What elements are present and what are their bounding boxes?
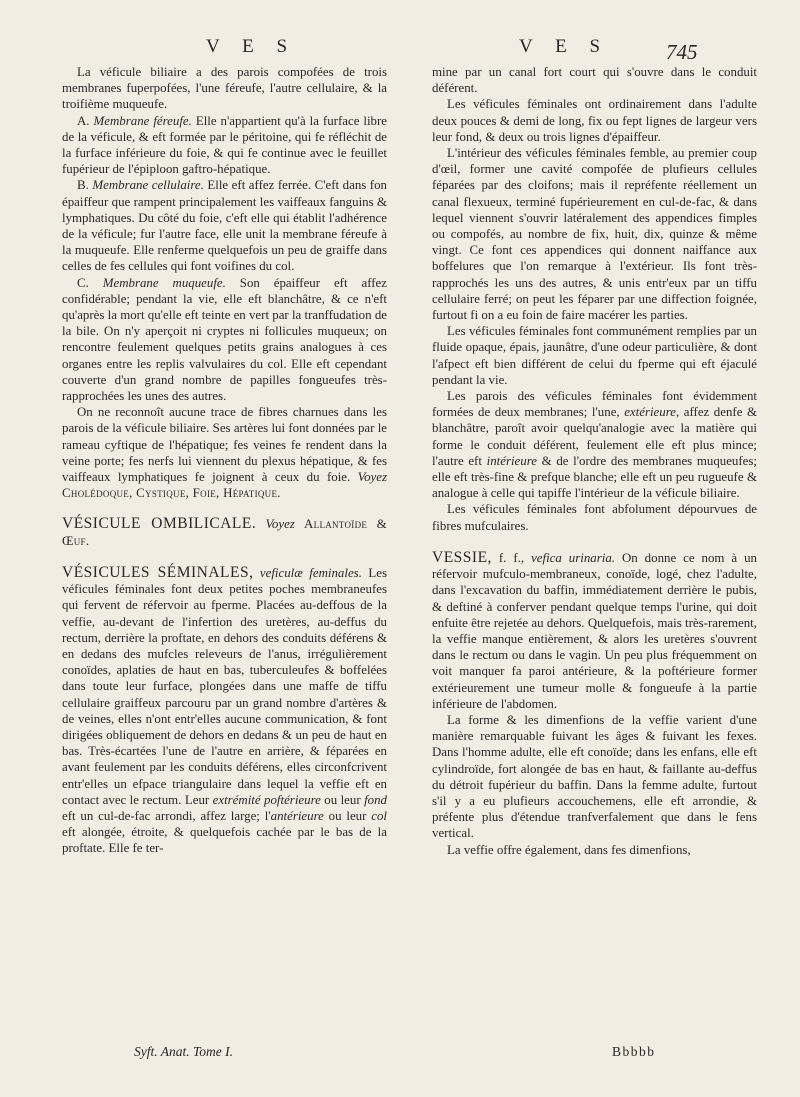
paragraph-text: ou leur: [320, 792, 361, 807]
grammar-note: f. f.,: [491, 550, 532, 565]
term: Membrane muqueufe.: [102, 275, 226, 290]
header-left-title: V E S: [206, 36, 297, 57]
entry: [62, 516, 387, 548]
paragraph: [62, 275, 387, 405]
term: extérieure: [624, 405, 676, 420]
term: Membrane cellulaire.: [92, 178, 204, 193]
paragraph-text: On donne ce nom à un réfervoir mufculo-membraneux, conoïde, logé, chez l'adulte, dans l'excavation du baffin, immédiatement derrière le pubis, & deftiné à conferver pendant quelque temps l'urine, qui doit enfuite être rejetée au dehors. Quelquefois, mais très-rarement, la veffie manque entièrement, & alors les uretères s'ouvrent dans le rectum ou dans le vagin. Un peu plus fréquemment on voit manquer fa paroi antérieure, & la poftérieure former extérieurement une tumeur molle & fongueufe à la partie inférieure de l'abdomen.: [432, 550, 757, 711]
paragraph-text: eft un cul-de-fac arrondi, affez large; l': [62, 808, 271, 823]
entry-headword: VÉSICULES SÉMINALES,: [62, 563, 254, 581]
paragraph: [432, 388, 757, 501]
paragraph: [62, 113, 387, 178]
paragraph-text: Elle eft affez ferrée. C'eft dans fon épaiffeur que rampent principalement les vaiffeaux fanguins & lymphatiques. Du côté du foie, c'eft elle qui établit l'adhérence de la véficule; fur l'autre face, elle unit la membrane féreufe à la muqueufe. Elle renferme quelquefois un peu de graiffe dans celles de fes cellules qui font voifines du col.: [62, 178, 387, 274]
paragraph: Les véficules féminales font communément remplies par un fluide opaque, épais, jaunâtre, d'une odeur particulière, & dont l'afpect eft bien différent de celui du fperme qui eft éjaculé pendant la vie.: [432, 324, 757, 387]
paragraph-text: & de l'ordre des membranes muqueufes; elle eft très-fine & prefque blanche; elle eft un peu rugueufe & analogue à celle qui tapiffe l'intérieur de la véficule biliaire.: [432, 453, 757, 501]
footer-signature: Syft. Anat. Tome I.: [134, 1044, 234, 1059]
term: antérieure: [270, 808, 324, 823]
entry-headword: VÉSICULE OMBILICALE.: [62, 515, 257, 533]
right-column: [432, 64, 757, 858]
paragraph: L'intérieur des véficules féminales femble, au premier coup d'œil, former une cavité compofée de plufieurs cellules féparées par des cloifons; mais il repréfente réellement un canal flexueux, terminé fupérieurement en cul-de-fac, & dans lequel viennent s'ouvrir latéralement des appendices fimples ou compofés, au nombre de fix, huit, dix, quinze & même vingt. Ce font ces appendices qui donnent naiffance aux boffelures que l'on remarque à l'extérieur. Ils font très-rapprochés les uns des autres, & unis entr'eux par un tiffu cellulaire ferré; on peut les féparer par une diffection foignée, furtout fi on a eu foin de faire macérer les parties.: [432, 146, 757, 323]
item-label: C.: [77, 275, 89, 290]
entry: [432, 550, 757, 712]
paragraph-text: On ne reconnoît aucune trace de fibres charnues dans les parois de la véficule biliaire. Ses artères lui font données par le rameau cyftique de l'hépatique; fes veines fe rendent dans la veine porte; fes nerfs lui viennent du plexus hépatique, & fes vaiffeaux lymphatiques fe joignent à ceux du foie.: [62, 405, 387, 485]
paragraph-text: , affez denfe & blanchâtre, paroît avoir quelqu'analogie avec la matière qui forme le conduit déférent, feulement elle eft plus mince; l'autre eft: [432, 405, 757, 468]
paragraph: Les véficules féminales ont ordinairement dans l'adulte deux pouces & demi de long, fix ou fept lignes de largeur vers leur fond, & deux ou trois lignes d'épaiffeur.: [432, 97, 757, 144]
cross-references: Allantoïde & Œuf.: [62, 517, 387, 548]
paragraph: [62, 177, 387, 274]
paragraph: La veffie offre également, dans fes dimenfions,: [447, 842, 691, 857]
running-header: [0, 30, 800, 64]
latin-term: veficulæ feminales.: [259, 565, 362, 580]
item-label: B.: [77, 178, 89, 193]
paragraph-text: Les véficules féminales font deux petites poches membraneufes qui fervent de réfervoir au fperme. Placées au-deffous de la veffie, au-devant de l'infertion des uretères, au-deffus du rectum, derrière la proftate, en dehors des conduits déférens & en dedans des mufcles releveurs de l'anus, irrégulièrement conoïdes, aplaties de haut en bas, tuberculeufes & boffelées dans toute leur furface, plongées dans une maffe de tiffu cellulaire graiffeux parcouru par un grand nombre d'artères & de veines, elles n'ont entr'elles aucune communication, & font dirigées obliquement de dehors en dedans & un peu de haut en bas. Très-écartées l'une de l'autre en arrière, & féparées en avant feulement par les conduits déférens, elles circonfcrivent entr'elles un efpace triangulaire dans lequel la veffie eft en contact avec le rectum. Leur: [62, 565, 387, 807]
voyez: Voyez: [265, 517, 295, 532]
entry: [62, 565, 387, 857]
term: intérieure: [486, 453, 537, 468]
term: Membrane féreufe.: [93, 113, 192, 128]
voyez: Voyez: [357, 470, 388, 485]
term: fond: [364, 792, 387, 807]
paragraph: [62, 404, 387, 501]
cross-references: Cholédoque, Cystique, Foie, Hépatique.: [62, 486, 281, 501]
paragraph-text: ou leur: [323, 808, 367, 823]
term: col: [371, 808, 387, 823]
footer-gathering-mark: Bbbbb: [612, 1044, 656, 1059]
paragraph: La forme & les dimenfions de la veffie varient d'une manière remarquable fuivant les âges & fuivant les fexes. Dans l'homme adulte, elle eft conoïde; dans les enfans, elle eft cylindroïde, fort alongée de bas en haut, & faillante au-deffus du détroit fupérieur du baffin. Dans la femme adulte, furtout s'il y a eu plufieurs accouchemens, elle eft arrondie, & préfente plus d'étendue tranfverfalement que dans le fens vertical.: [432, 712, 757, 841]
paragraph: mine par un canal fort court qui s'ouvre dans le conduit déférent.: [432, 65, 757, 96]
item-label: A.: [77, 113, 90, 128]
paragraph-text: Son épaiffeur eft affez confidérable; pendant la vie, elle eft blanchâtre, & ce n'eft qu'après la mort qu'elle eft teinte en vert par la tranffudation de la bile. On n'y aperçoit ni cryptes ni follicules muqueux; on rencontre feulement quelques petits grains analogues à ces organes entre les replis valvulaires du col. Elle eft cependant couverte d'un grand nombre de papilles fongueufes très-rapprochées les unes des autres.: [62, 275, 387, 404]
entry-headword: VESSIE,: [432, 548, 492, 566]
term: extrémité poftérieure: [212, 792, 321, 807]
paragraph-text: Elle n'appartient qu'à la furface libre de la véficule, & eft formée par le péritoine, qui fe réfléchit de la furface inférieure du foie, & qui fe continue avec le feuillet fupérieur de l'épiploon gaftro-hépatique.: [62, 113, 388, 177]
left-column: [62, 64, 387, 857]
page-number: 745: [666, 40, 698, 64]
paragraph-text: Les parois des véficules féminales font évidemment formées de deux membranes; l'une,: [432, 389, 757, 420]
paragraph: Les véficules féminales font abfolument dépourvues de fibres mufculaires.: [432, 502, 757, 533]
latin-term: vefica urinaria.: [531, 550, 615, 565]
paragraph: La véficule biliaire a des parois compofées de trois membranes fuperpofées, l'une féreufe, l'autre cellulaire, & la troifième muqueufe.: [62, 65, 387, 112]
paragraph-text: eft alongée, étroite, & quelquefois cachée par le bas de la proftate. Elle fe ter-: [62, 825, 387, 856]
header-right-title: V E S: [519, 36, 610, 57]
